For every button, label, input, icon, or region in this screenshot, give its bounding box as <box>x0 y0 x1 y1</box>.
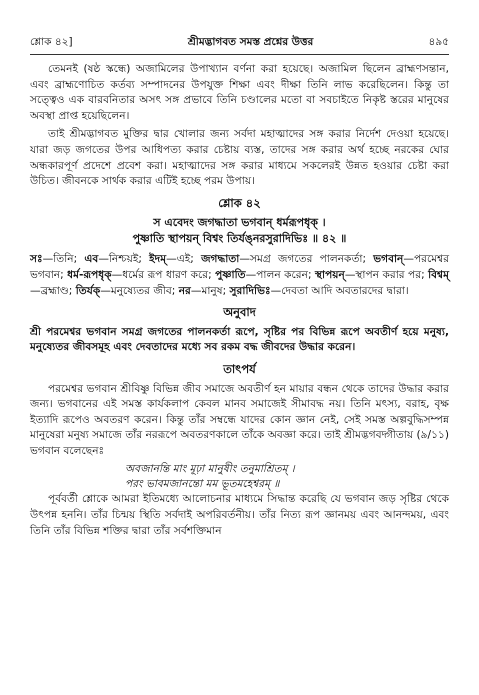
verse-line-1: স এবেদং জগদ্ধাতা ভগবান্ ধর্মরূপধৃক্ । <box>153 216 326 230</box>
synonym-word: ইদম্ <box>149 253 167 266</box>
synonyms: সঃ—তিনি; এব—নিশ্চয়ই; ইদম্—এই; জগদ্ধাতা—সমগ্র জগতের পালনকর্তা; ভগবান্—পরমেশ্বর ভগবান; ধর্ম-রূপধৃক্—ধর্মের রূপ ধারণ করে; পুষ্ণাতি—পালন করেন; স্থাপয়ন্—স্থাপন করার পর; বিশ্বম্—ব্রহ্মাণ্ড; তির্যক্—মনুষ্যেতর জীব; নর—মানুষ; সুরাদিভিঃ—দেবতা আদি অবতারদের দ্বারা। <box>30 253 450 297</box>
synonym-meaning: মনুষ্যেতর জীব; <box>110 284 176 297</box>
paragraph-1: তেমনই (ষষ্ঠ স্কন্ধে) অজামিলের উপাখ্যান বর্ণনা করা হয়েছে। অজামিল ছিলেন ব্রাহ্মণসন্তান, এবং ব্রাহ্মণোচিত কর্তব্য সম্পাদনের উপযুক্ত শিক্ষা এবং দীক্ষা তিনি লাভ করেছিলেন। কিন্তু তা সত্ত্বেও এক বারবনিতার অসৎ সঙ্গ প্রভাবে তিনি চণ্ডালের মতো বা সবচাইতে নিকৃষ্ট স্তরের মানুষের অবস্থা প্রাপ্ত হয়েছিলেন। <box>30 63 449 122</box>
header-verse-ref: শ্লোক ৪২] <box>30 35 73 48</box>
synonym-meaning: সমগ্র জগতের পালনকর্তা; <box>249 253 367 266</box>
page-number: ৪৯৫ <box>428 35 449 48</box>
synonym-meaning: দেবতা আদি অবতারদের দ্বারা। <box>281 284 409 297</box>
synonym-word: নর <box>178 284 191 297</box>
synonym-word: ধর্ম-রূপধৃক্ <box>67 268 112 281</box>
page-header <box>30 34 449 52</box>
purport-heading: তাৎপর্য <box>223 361 256 376</box>
header-rule <box>30 54 449 55</box>
header-title: শ্রীমদ্ভাগবত সমস্ত প্রশ্নের উত্তর <box>187 35 314 48</box>
synonym-meaning: তিনি; <box>53 253 78 266</box>
paragraph-2: তাই শ্রীমদ্ভাগবত মুক্তির দ্বার খোলার জন্য সর্বদা মহাত্মাদের সঙ্গ করার নির্দেশ দেওয়া হয়েছে। যারা জড় জগতের উপর আধিপত্য করার চেষ্টায় ব্যস্ত, তাদের সঙ্গ করার অর্থ হচ্ছে নরকের ঘোর অন্ধকারপূর্ণ প্রদেশে প্রবেশ করা। মহাত্মাদের সঙ্গ করার মাধ্যমে সকলেরই উন্নত হওয়ার চেষ্টা করা উচিত। জীবনকে সার্থক করার এটিই হচ্ছে পরম উপায়। <box>30 128 449 188</box>
synonym-meaning: পালন করেন; <box>256 268 312 281</box>
purport-paragraph-2: পূর্ববর্তী শ্লোকে আমরা ইতিমধ্যে আলোচনার মাধ্যমে সিদ্ধান্ত করেছি যে ভগবান জড় সৃষ্টির থেকে উৎপন্ন হননি। তাঁর চিন্ময় স্থিতি সর্বদাই অপরিবর্তনীয়। তাঁর নিত্য রূপ জ্ঞানময় এবং আনন্দময়, এবং তিনি তাঁর বিভিন্ন শক্তির দ্বারা তাঁর সর্বশক্তিমান <box>30 493 449 537</box>
synonym-meaning: এই; <box>176 253 194 266</box>
synonym-word: স্থাপয়ন্ <box>314 268 345 281</box>
translation-text: শ্রী পরমেশ্বর ভগবান সমগ্র জগতের পালনকর্তা রূপে, সৃষ্টির পর বিভিন্ন রূপে অবতীর্ণ হয়ে মনুষ্য, মনুষ্যেতর জীবসমূহ এবং দেবতাদের মধ্যে সব রকম বদ্ধ জীবদের উদ্ধার করেন। <box>30 325 449 354</box>
synonym-word: জগদ্ধাতা <box>201 253 240 266</box>
page-content <box>30 62 449 542</box>
synonym-word: পুষ্ণাতি <box>215 268 246 281</box>
synonym-meaning: নিশ্চয়ই; <box>108 253 142 266</box>
synonym-word: ভগবান্ <box>373 253 404 266</box>
purport-paragraph-1: পরমেশ্বর ভগবান শ্রীবিষ্ণু বিভিন্ন জীব সমাজে অবতীর্ণ হন মায়ার বন্ধন থেকে তাদের উদ্ধার করার জন্য। ভগবানের এই সমস্ত কার্যকলাপ কেবল মানব সমাজেই সীমাবদ্ধ নয়। তিনি মৎস্য, বরাহ, বৃক্ষ ইত্যাদি রূপেও অবতরণ করেন। কিন্তু তাঁর সম্বন্ধে যাদের কোন জ্ঞান নেই, সেই সমস্ত অল্পবুদ্ধিসম্পন্ন মানুষেরা মনুষ্য সমাজে তাঁর নররূপে অবতরণকালে তাঁকে অবজ্ঞা করে। তাই শ্রীমদ্ভগবদ্গীতায় (৯/১১) ভগবান বলেছেনঃ <box>30 382 450 457</box>
synonym-word: এব <box>84 253 99 266</box>
synonym-meaning: মানুষ; <box>201 284 227 297</box>
synonym-meaning: স্থাপন করার পর; <box>355 268 425 281</box>
quote-line-1: অবজানন্তি মাং মূঢ়া মানুষীং তনুমাশ্রিতম্ । <box>125 463 295 476</box>
verse-text <box>30 215 449 247</box>
synonym-meaning: ধর্মের রূপ ধারণ করে; <box>122 268 212 281</box>
quote-line-2: পরং ভাবমজানন্তো মম ভূতমহেশ্বরম্ ॥ <box>125 478 280 491</box>
gita-quote <box>30 462 449 492</box>
synonym-word: তির্যক্ <box>75 284 101 297</box>
verse-line-2: পুষ্ণাতি স্থাপয়ন্ বিশ্বং তির্যঙ্‌নরসুরাদিভিঃ ॥ ৪২ ॥ <box>132 232 347 246</box>
translation-heading: অনুবাদ <box>223 305 256 320</box>
synonym-word: সঃ <box>30 253 43 266</box>
synonym-word: বিশ্বম্ <box>428 268 449 281</box>
synonym-meaning: পরমেশ্বর ভগবান; <box>30 253 450 281</box>
synonym-meaning: ব্রহ্মাণ্ড; <box>40 284 73 297</box>
synonym-word: সুরাদিভিঃ <box>229 284 271 297</box>
verse-heading: শ্লোক ৪২ <box>218 195 261 210</box>
